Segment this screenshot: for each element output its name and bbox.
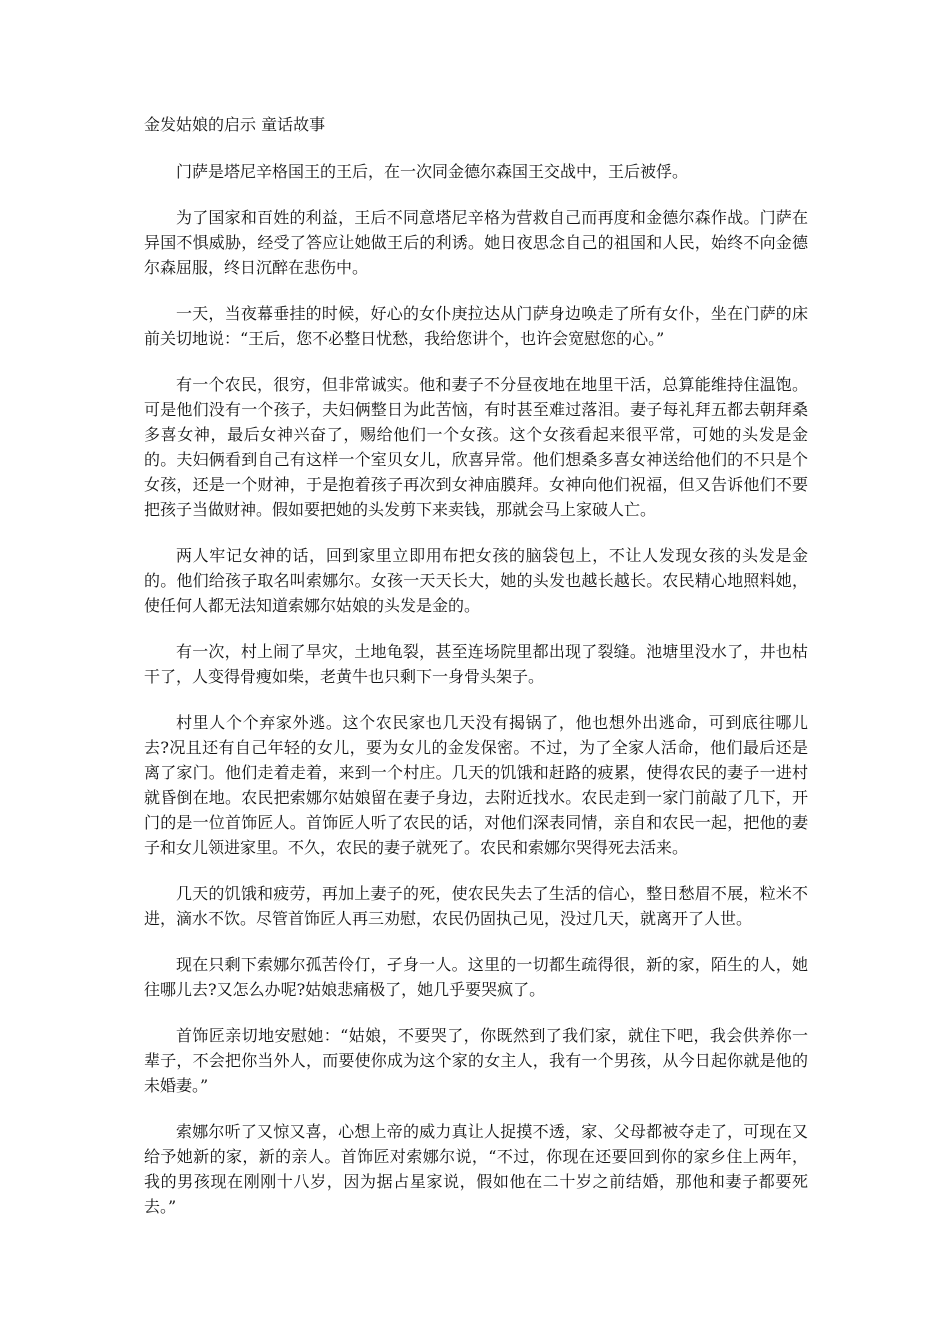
- paragraph-7: 村里人个个弃家外逃。这个农民家也几天没有揭锅了，他也想外出逃命，可到底往哪儿去?况且还有自己年轻的女儿，要为女儿的金发保密。不过，为了全家人活命，他们最后还是离了家门。他们走着走着，来到一个村庄。几天的饥饿和赶路的疲累，使得农民的妻子一进村就昏倒在地。农民把索娜尔姑娘留在妻子身边，去附近找水。农民走到一家门前敲了几下，开门的是一位首饰匠人。首饰匠人听了农民的话，对他们深表同情，亲自和农民一起，把他的妻子和女儿领进家里。不久，农民的妻子就死了。农民和索娜尔哭得死去活来。: [144, 713, 808, 857]
- paragraph-9: 现在只剩下索娜尔孤苦伶仃，孑身一人。这里的一切都生疏得很，新的家，陌生的人，她往哪儿去?又怎么办呢?姑娘悲痛极了，她几乎要哭疯了。: [144, 955, 808, 999]
- paragraph-10: 首饰匠亲切地安慰她：“姑娘，不要哭了，你既然到了我们家，就住下吧，我会供养你一辈子，不会把你当外人，而要使你成为这个家的女主人，我有一个男孩，从今日起你就是他的未婚妻。”: [144, 1026, 808, 1095]
- paragraph-6: 有一次，村上闹了旱灾，土地龟裂，甚至连场院里都出现了裂缝。池塘里没水了，井也枯干了，人变得骨瘦如柴，老黄牛也只剩下一身骨头架子。: [144, 642, 808, 686]
- document-title: 金发姑娘的启示 童话故事: [144, 115, 326, 134]
- paragraph-1: 门萨是塔尼辛格国王的王后，在一次同金德尔森国王交战中，王后被俘。: [176, 162, 689, 181]
- paragraph-4: 有一个农民，很穷，但非常诚实。他和妻子不分昼夜地在地里干活，总算能维持住温饱。可是他们没有一个孩子，夫妇俩整日为此苦恼，有时甚至难过落泪。妻子每礼拜五都去朝拜桑多喜女神，最后女神兴奋了，赐给他们一个女孩。这个女孩看起来很平常，可她的头发是金的。夫妇俩看到自己有这样一个室贝女儿，欣喜异常。他们想桑多喜女神送给他们的不只是个女孩，还是一个财神，于是抱着孩子再次到女神庙膜拜。女神向他们祝福，但又告诉他们不要把孩子当做财神。假如要把她的头发剪下来卖钱，那就会马上家破人亡。: [144, 375, 808, 519]
- paragraph-2: 为了国家和百姓的利益，王后不同意塔尼辛格为营救自己而再度和金德尔森作战。门萨在异国不惧威胁，经受了答应让她做王后的利诱。她日夜思念自己的祖国和人民，始终不向金德尔森屈服，终日沉醉在悲伤中。: [144, 208, 808, 277]
- document-page: [144, 112, 808, 1240]
- paragraph-5: 两人牢记女神的话，回到家里立即用布把女孩的脑袋包上，不让人发现女孩的头发是金的。他们给孩子取名叫索娜尔。女孩一天天长大，她的头发也越长越长。农民精心地照料她，使任何人都无法知道索娜尔姑娘的头发是金的。: [144, 546, 808, 615]
- paragraph-11: 索娜尔听了又惊又喜，心想上帝的威力真让人捉摸不透，家、父母都被夺走了，可现在又给予她新的家，新的亲人。首饰匠对索娜尔说，“不过，你现在还要回到你的家乡住上两年，我的男孩现在刚刚十八岁，因为据占星家说，假如他在二十岁之前结婚，那他和妻子都要死去。”: [144, 1122, 808, 1216]
- paragraph-8: 几天的饥饿和疲劳，再加上妻子的死，使农民失去了生活的信心，整日愁眉不展，粒米不进，滴水不饮。尽管首饰匠人再三劝慰，农民仍固执己见，没过几天，就离开了人世。: [144, 884, 808, 928]
- paragraph-3: 一天，当夜幕垂挂的时候，好心的女仆庚拉达从门萨身边唤走了所有女仆，坐在门萨的床前关切地说：“王后，您不必整日忧愁，我给您讲个，也许会宽慰您的心。”: [144, 304, 808, 348]
